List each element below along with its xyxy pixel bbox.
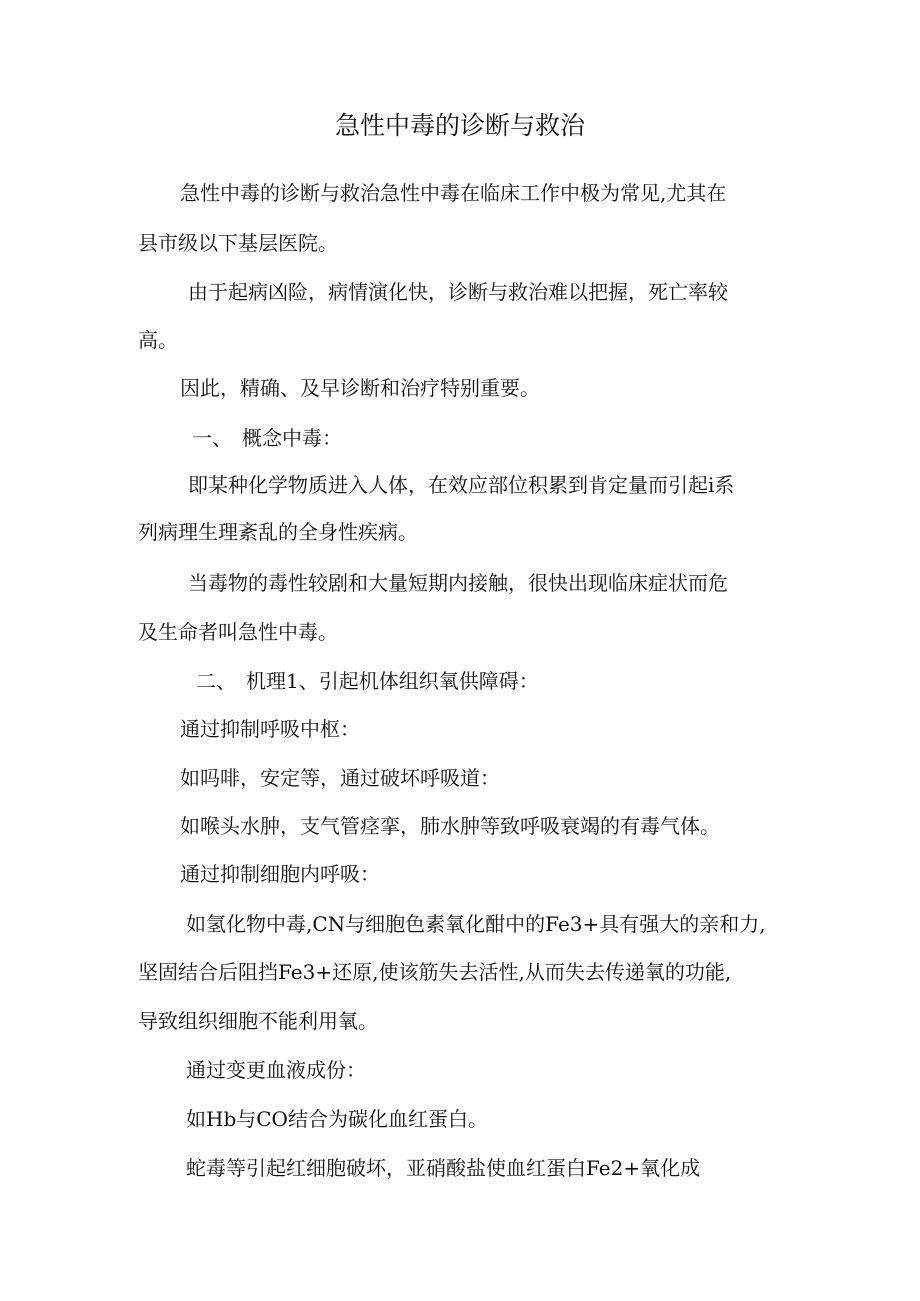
text-line: 高。	[138, 328, 178, 352]
text-line: 通过抑制呼吸中枢：	[180, 717, 360, 741]
text-line: 如喉头水肿，支气管痉挛，肺水肿等致呼吸衰竭的有毒气体。	[180, 814, 720, 838]
text-line: 急性中毒的诊断与救治急性中毒在临床工作中极为常见,尤其在	[180, 181, 727, 205]
text-line: 如氢化物中毒,CN与细胞色素氧化酣中的Fe3+具有强大的亲和力,	[186, 912, 766, 936]
text-line: 列病理生理紊乱的全身性疾病。	[138, 520, 418, 544]
text-line: 坚固结合后阻挡Fe3+还原,使该筋失去活性,从而失去传递氧的功能,	[138, 960, 732, 984]
text-line: 导致组织细胞不能利用氧。	[138, 1009, 378, 1033]
text-line: 及生命者叫急性中毒。	[138, 620, 338, 644]
text-line: 通过抑制细胞内呼吸：	[180, 862, 380, 886]
text-line: 蛇毒等引起红细胞破坏，亚硝酸盐使血红蛋白Fe2+氧化成	[186, 1156, 701, 1180]
text-line: 即某种化学物质进入人体，在效应部位积累到肯定量而引起i系	[188, 473, 735, 497]
document-title: 急性中毒的诊断与救治	[334, 111, 585, 140]
text-line: 县市级以下基层医院。	[138, 231, 338, 255]
text-line: 如吗啡，安定等，通过破坏呼吸道：	[180, 766, 500, 790]
text-line: 如Hb与CO结合为碳化血红蛋白。	[186, 1107, 488, 1131]
text-line: 通过变更血液成份：	[186, 1058, 366, 1082]
section-heading: 一、 概念中毒：	[192, 426, 342, 450]
text-line: 因此，精确、及早诊断和治疗特别重要。	[180, 376, 540, 400]
text-line: 当毒物的毒性较剧和大量短期内接触，很快出现临床症状而危	[188, 571, 728, 595]
section-heading: 二、 机理1、引起机体组织氧供障碍：	[196, 669, 539, 693]
text-line: 由于起病凶险，病情演化快，诊断与救治难以把握，死亡率较	[188, 280, 728, 304]
